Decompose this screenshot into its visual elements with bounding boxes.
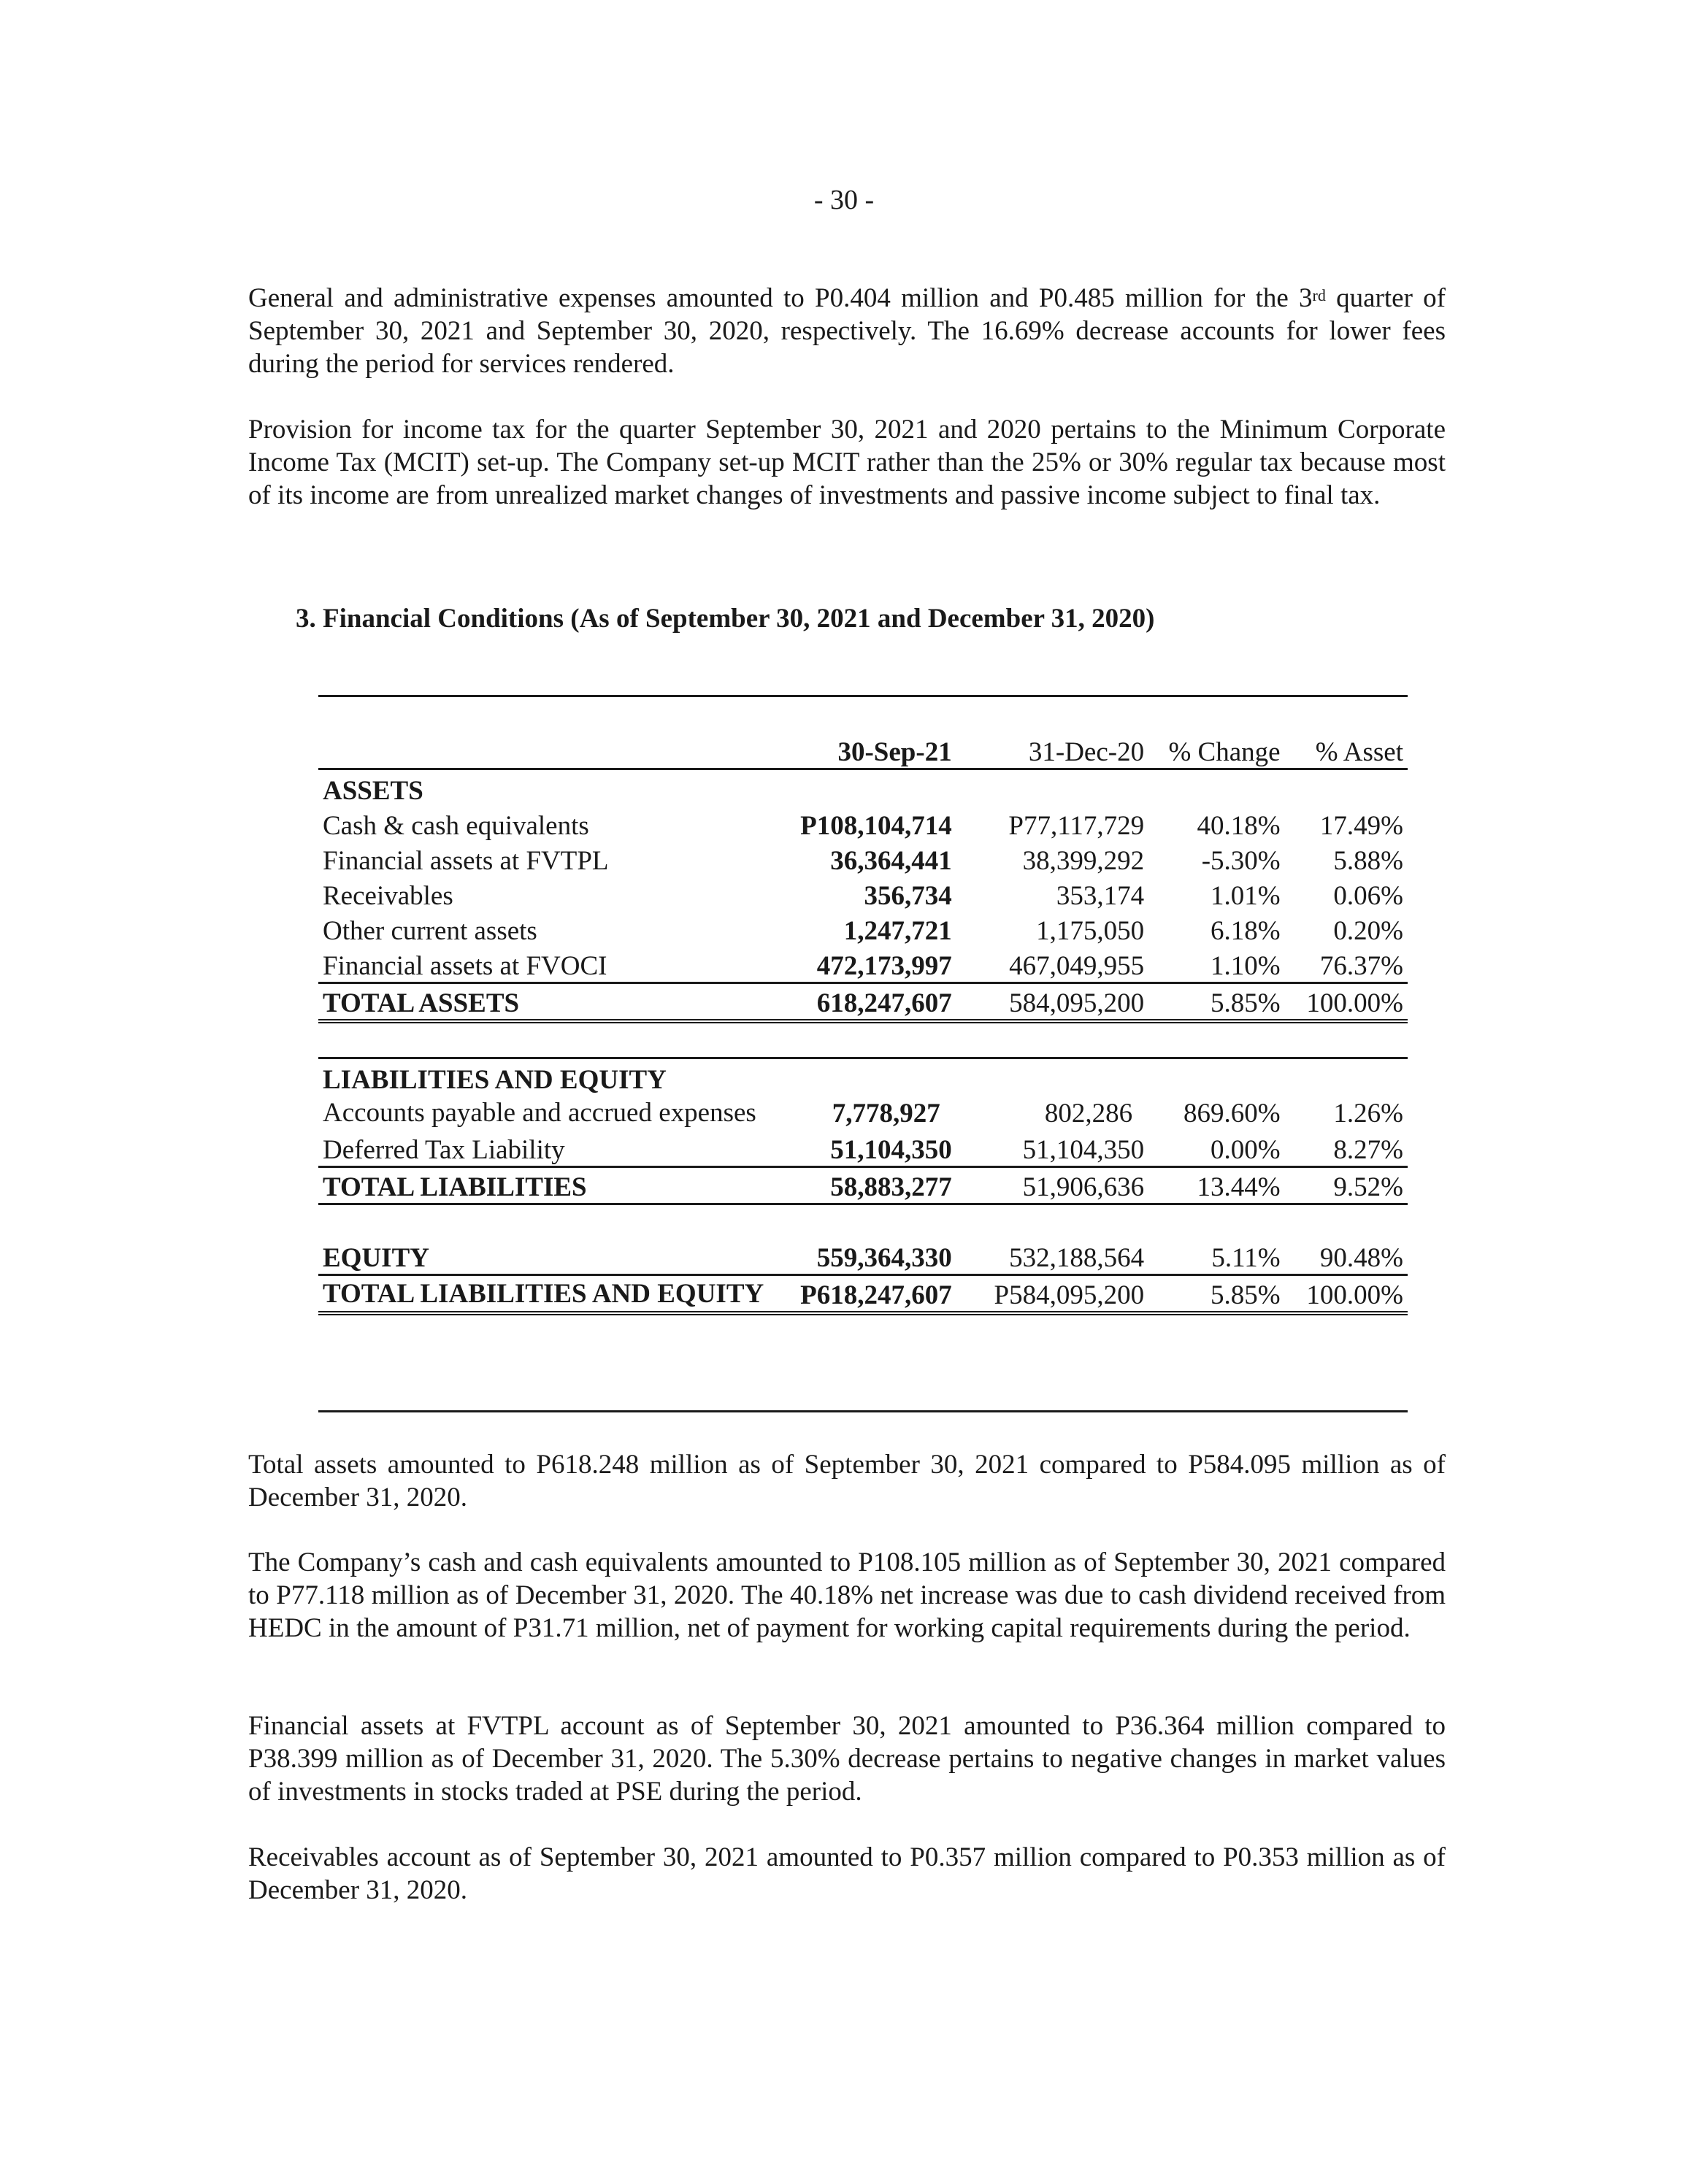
row-label: Receivables xyxy=(323,881,453,911)
total-assets-sep: 618,247,607 xyxy=(772,983,951,1022)
row-label: Cash & cash equivalents xyxy=(323,811,589,841)
row-label: Other current assets xyxy=(323,916,537,946)
paragraph-text: quarter of September 30, 2021 and September 30, 2020, respectively. The 16.69% decrease accounts for lower fees during the period for services rendered. xyxy=(248,283,1446,379)
paragraph-income-tax: Provision for income tax for the quarter September 30, 2021 and 2020 pertains to the Minimum Corporate Income Tax (MCIT) set-up. The Company set-up MCIT rather than the 25% or 30% regular tax because most of its income are from unrealized market changes of investments and passive income subject to final tax. xyxy=(248,415,1446,510)
total-liabilities-dec: 51,906,636 xyxy=(952,1167,1144,1204)
table-row xyxy=(318,842,1408,877)
row-asset-pct: 1.26% xyxy=(1333,1098,1403,1128)
liabilities-heading-row xyxy=(318,1058,1408,1096)
assets-heading-row xyxy=(318,769,1408,807)
paragraph-general-admin-expenses xyxy=(248,282,1446,380)
total-liabilities-row xyxy=(318,1167,1408,1204)
paragraph-text: General and administrative expenses amounted to P0.404 million and P0.485 million for the 3 xyxy=(248,283,1313,313)
header-pct-asset: % Asset xyxy=(1281,731,1408,769)
equity-row xyxy=(318,1239,1408,1275)
equity-change: 5.11% xyxy=(1144,1239,1280,1275)
paragraph-receivables: Receivables account as of September 30, 2021 amounted to P0.357 million compared to P0.353 million as of December 31, 2020. xyxy=(248,1842,1446,1905)
row-dec-value: 38,399,292 xyxy=(1022,846,1145,876)
equity-sep: 559,364,330 xyxy=(772,1239,951,1275)
row-dec-value: 1,175,050 xyxy=(1036,916,1145,946)
total-liabilities-equity-sep: P618,247,607 xyxy=(772,1275,951,1314)
table-row xyxy=(318,1131,1408,1167)
total-assets-pct: 100.00% xyxy=(1281,983,1408,1022)
total-liabilities-equity-row xyxy=(318,1275,1408,1314)
paragraph-total-assets: Total assets amounted to P618.248 million as of September 30, 2021 compared to P584.095 million as of December 31, 2020. xyxy=(248,1450,1446,1512)
row-dec-value: 353,174 xyxy=(1056,881,1145,911)
total-assets-label: TOTAL ASSETS xyxy=(318,983,772,1022)
row-dec-value: 802,286 xyxy=(1044,1098,1133,1128)
header-31-dec-20: 31-Dec-20 xyxy=(952,731,1144,769)
equity-label: EQUITY xyxy=(318,1239,772,1275)
header-30-sep-21: 30-Sep-21 xyxy=(772,731,951,769)
total-liabilities-equity-change: 5.85% xyxy=(1144,1275,1280,1314)
total-assets-dec: 584,095,200 xyxy=(952,983,1144,1022)
page-number: - 30 - xyxy=(813,185,875,215)
total-assets-change: 5.85% xyxy=(1144,983,1280,1022)
row-label: Financial assets at FVOCI xyxy=(323,951,607,981)
row-change: 869.60% xyxy=(1183,1098,1281,1128)
spacer-row xyxy=(318,1204,1408,1239)
financial-conditions-table xyxy=(318,731,1408,1315)
row-label: Accounts payable and accrued expenses xyxy=(323,1098,756,1128)
row-change: 1.10% xyxy=(1211,951,1281,981)
row-dec-value: 51,104,350 xyxy=(952,1131,1144,1167)
row-sep-value: P108,104,714 xyxy=(800,811,952,841)
row-asset-pct: 0.06% xyxy=(1333,881,1403,911)
row-dec-value: 467,049,955 xyxy=(1009,951,1145,981)
paragraph-fvtpl: Financial assets at FVTPL account as of September 30, 2021 amounted to P36.364 million compared to P38.399 million as of December 31, 2020. The 5.30% decrease pertains to negative changes in market values of investments in stocks traded at PSE during the period. xyxy=(248,1711,1446,1807)
row-asset-pct: 5.88% xyxy=(1333,846,1403,876)
total-liabilities-sep: 58,883,277 xyxy=(772,1167,951,1204)
superscript-ordinal: rd xyxy=(1312,286,1326,304)
assets-heading: ASSETS xyxy=(323,776,423,806)
header-pct-change: % Change xyxy=(1144,731,1280,769)
row-dec-value: P77,117,729 xyxy=(1008,811,1145,841)
total-liabilities-equity-dec: P584,095,200 xyxy=(952,1275,1144,1314)
row-asset-pct: 17.49% xyxy=(1319,811,1403,841)
header-blank xyxy=(318,731,772,769)
total-liabilities-equity-label: TOTAL LIABILITIES AND EQUITY xyxy=(318,1275,772,1314)
spacer-row xyxy=(318,1021,1408,1058)
total-assets-row xyxy=(318,983,1408,1022)
row-asset-pct: 8.27% xyxy=(1281,1131,1408,1167)
row-change: 1.01% xyxy=(1211,881,1281,911)
row-sep-value: 472,173,997 xyxy=(816,951,952,981)
paragraph-cash-equivalents: The Company’s cash and cash equivalents amounted to P108.105 million as of September 30, 2021 compared to P77.118 million as of December 31, 2020. The 40.18% net increase was due to cash dividend received from HEDC in the amount of P31.71 million, net of payment for working capital requirements during the period. xyxy=(248,1547,1446,1643)
total-liabilities-pct: 9.52% xyxy=(1281,1167,1408,1204)
row-change: 6.18% xyxy=(1211,916,1281,946)
table-row xyxy=(318,912,1408,947)
row-sep-value: 36,364,441 xyxy=(830,846,952,876)
table-row xyxy=(318,807,1408,842)
table-row xyxy=(318,947,1408,983)
table-row xyxy=(318,1096,1408,1131)
row-asset-pct: 0.20% xyxy=(1333,916,1403,946)
table-bottom-rule xyxy=(318,1410,1408,1412)
row-label: Financial assets at FVTPL xyxy=(323,846,609,876)
table-top-rule xyxy=(318,695,1408,697)
row-sep-value: 51,104,350 xyxy=(772,1131,951,1167)
row-change: -5.30% xyxy=(1201,846,1281,876)
total-liabilities-label: TOTAL LIABILITIES xyxy=(318,1167,772,1204)
row-sep-value: 356,734 xyxy=(864,881,952,911)
equity-dec: 532,188,564 xyxy=(952,1239,1144,1275)
row-change: 40.18% xyxy=(1197,811,1281,841)
row-sep-value: 7,778,927 xyxy=(832,1098,940,1128)
total-liabilities-equity-pct: 100.00% xyxy=(1281,1275,1408,1314)
table-row xyxy=(318,877,1408,912)
table-header-row xyxy=(318,731,1408,769)
row-label: Deferred Tax Liability xyxy=(318,1131,772,1167)
row-asset-pct: 76.37% xyxy=(1319,951,1403,981)
liabilities-heading: LIABILITIES AND EQUITY xyxy=(323,1065,667,1095)
section-title: 3. Financial Conditions (As of September 30, 2021 and December 31, 2020) xyxy=(296,604,1155,634)
row-change: 0.00% xyxy=(1144,1131,1280,1167)
equity-pct: 90.48% xyxy=(1281,1239,1408,1275)
total-liabilities-change: 13.44% xyxy=(1144,1167,1280,1204)
row-sep-value: 1,247,721 xyxy=(843,916,952,946)
